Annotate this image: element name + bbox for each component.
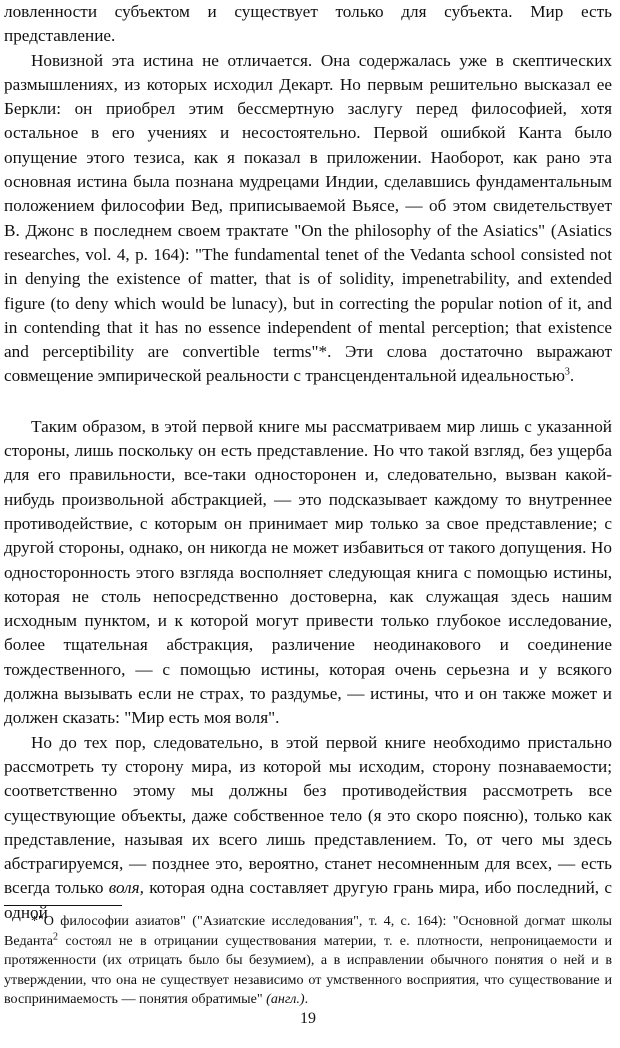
main-text — [4, 0, 612, 925]
paragraph-3-text: Таким образом, в этой первой книге мы рассматриваем мир лишь с указанной стороны, лишь поскольку он есть представление. Но что такой взгляд, без ущерба для его правильности, все-таки односторонен и, следовательно, вызван какой-нибудь произвольной абстракцией, — это подсказывает каждому то внутреннее противодействие, с которым он принимает мир только за свое представление; с другой стороны, однако, он никогда не может избавиться от такого допущения. Но односторонность этого взгляда восполняет следующая книга с помощью истины, которая не столь непосредственно достоверна, как служащая здесь нашим исходным пунктом, и к которой могут привести только глубокое исследование, более тщательная абстракция, различение неодинакового и соединение тождественного, — с помощью истины, которая очень серьезна и у всякого должна вызывать если не страх, то раздумье, — истины, что и он также может и должен сказать: "Мир есть моя воля". — [4, 416, 612, 728]
paragraph-4-text: Но до тех пор, следовательно, в этой первой книге необходимо пристально рассмотреть ту сторону мира, из которой мы исходим, сторону познаваемости; соответственно этому мы должны без противодействия рассмотреть все существующие объекты, даже собственное тело (я это скоро поясню), только как представление, называя их всего лишь представлением. То, от чего мы здесь абстрагируемся, — позднее это, вероятно, станет несомненным для всех, — есть всегда только — [4, 732, 612, 898]
footnote-ref-2: 2 — [53, 930, 59, 942]
footnote — [4, 912, 612, 1010]
paragraph-1-text: ловленности субъектом и существует только для субъекта. Мир есть представление. — [4, 2, 612, 46]
paragraph-4 — [4, 731, 612, 925]
paragraph-2-tail: . — [569, 366, 575, 386]
paragraph-1 — [4, 0, 612, 49]
footnote-ref-3: 3 — [564, 366, 570, 378]
footnote-text: *"О философии азиатов" ("Азиатские исследования", т. 4, с. 164): "Основной догмат школы Веданта — [4, 913, 612, 949]
book-page — [4, 0, 612, 1048]
paragraph-2-text: Новизной эта истина не отличается. Она содержалась уже в скептических размышлениях, из которых исходил Декарт. Но первым решительно высказал ее Беркли: он приобрел этим бессмертную заслугу перед философией, хотя остальное в его учениях и несостоятельно. Первой ошибкой Канта было опущение этого тезиса, как я показал в приложении. Наоборот, как рано эта основная истина была познана мудрецами Индии, сделавшись фундаментальным положением философии Вед, приписываемой Вьясе, — об этом свидетельствует В. Джонс в последнем своем трактате "On the philosophy of the Asiatics" (Asiatics researches, vol. 4, p. 164): "The fundamental tenet of the Vedanta school consisted not in denying the existence of matter, that is of solidity, impenetrability, and extended figure (to deny which would be lunacy), but in correcting the popular notion of it, and in contending that it has no essence independent of mental perception; that existence and perceptibility are convertible terms"*. Эти слова достаточно выражают совмещение эмпирической реальности с трансцендентальной идеальностью — [4, 50, 612, 386]
footnote-divider — [4, 905, 122, 906]
paragraph-4-tail: которая одна составляет другую грань мира, ибо последний, с одной — [4, 878, 612, 922]
footnote-rest: состоял не в отрицании существования материи, т. е. плотности, непроницаемости и протяженности (их отрицать было бы безумием), а в исправлении обычного понятия о ней и в утверждении, что она не существует независимо от умственного восприятия, что существование и воспринимаемость — понятия обратимые" — [4, 932, 612, 1008]
paragraph-4-italic: воля, — [108, 878, 144, 898]
footnote-italic: (англ.) — [266, 991, 305, 1008]
footnote-tail: . — [304, 991, 309, 1008]
paragraph-2 — [4, 49, 612, 389]
page-number: 19 — [300, 1010, 316, 1027]
footnotes — [4, 905, 612, 1010]
paragraph-gap — [4, 389, 612, 415]
paragraph-3 — [4, 415, 612, 731]
